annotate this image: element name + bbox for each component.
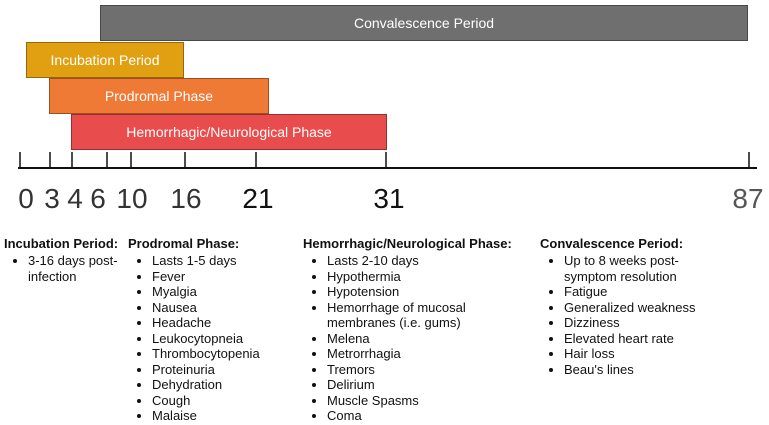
hemorrhagic-item: • Tremors bbox=[327, 362, 528, 378]
incubation-heading: Incubation Period: bbox=[4, 236, 119, 251]
convalescence-period-bar bbox=[100, 5, 748, 41]
incubation-period-bar bbox=[26, 42, 184, 78]
incubation-period-label: Incubation Period bbox=[50, 52, 160, 68]
prodromal-item: • Lasts 1-5 days bbox=[152, 253, 298, 269]
prodromal-item: • Proteinuria bbox=[152, 362, 298, 378]
convalescence-item: • Hair loss bbox=[564, 346, 705, 362]
tick-label-4: 4 bbox=[67, 183, 83, 214]
prodromal-item: • Dehydration bbox=[152, 377, 298, 393]
prodromal-heading: Prodromal Phase: bbox=[128, 236, 240, 251]
tick-label-6: 6 bbox=[90, 183, 106, 214]
hemorrhagic-heading: Hemorrhagic/Neurological Phase: bbox=[303, 236, 512, 251]
hemorrhagic-item: • Muscle Spasms bbox=[327, 393, 528, 409]
tick-label-10: 10 bbox=[116, 183, 148, 214]
hemorrhagic-item: • Delirium bbox=[327, 377, 528, 393]
hemorrhagic-item: • Lasts 2-10 days bbox=[327, 253, 528, 269]
hemorrhagic-item: • Metrorrhagia bbox=[327, 346, 528, 362]
convalescence-item: • Beau's lines bbox=[564, 362, 705, 378]
convalescence-details bbox=[540, 236, 705, 377]
hemorrhagic-list bbox=[303, 253, 528, 424]
hemorrhagic-item: • Hypothermia bbox=[327, 269, 528, 285]
convalescence-item: • Up to 8 weeks post-symptom resolution bbox=[564, 253, 705, 284]
prodromal-item: • Myalgia bbox=[152, 284, 298, 300]
tick-label-87: 87 bbox=[732, 183, 764, 214]
prodromal-phase-bar bbox=[49, 78, 269, 114]
prodromal-details bbox=[128, 236, 298, 424]
incubation-list bbox=[4, 253, 124, 284]
convalescence-period-label: Convalescence Period bbox=[353, 15, 495, 31]
hemorrhagic-details bbox=[303, 236, 528, 424]
hemorrhagic-item: • Melena bbox=[327, 331, 528, 347]
prodromal-item: • Thrombocytopenia bbox=[152, 346, 298, 362]
tick-label-0: 0 bbox=[18, 183, 34, 214]
timeline-axis bbox=[0, 145, 769, 175]
prodromal-list bbox=[128, 253, 298, 424]
tick-label-3: 3 bbox=[44, 183, 60, 214]
prodromal-item: • Headache bbox=[152, 315, 298, 331]
incubation-item: • 3-16 days post-infection bbox=[28, 253, 124, 284]
prodromal-item: • Malaise bbox=[152, 408, 298, 424]
hemorrhagic-neurological-phase-label: Hemorrhagic/Neurological Phase bbox=[126, 124, 332, 140]
prodromal-phase-label: Prodromal Phase bbox=[104, 88, 214, 104]
tick-label-31: 31 bbox=[373, 183, 405, 214]
convalescence-list bbox=[540, 253, 705, 377]
convalescence-heading: Convalescence Period: bbox=[540, 236, 684, 251]
prodromal-item: • Leukocytopneia bbox=[152, 331, 298, 347]
incubation-details bbox=[4, 236, 124, 284]
prodromal-item: • Nausea bbox=[152, 300, 298, 316]
tick-label-16: 16 bbox=[170, 183, 202, 214]
convalescence-item: • Dizziness bbox=[564, 315, 705, 331]
hemorrhagic-item: • Coma bbox=[327, 408, 528, 424]
hemorrhagic-item: • Hypotension bbox=[327, 284, 528, 300]
convalescence-item: • Fatigue bbox=[564, 284, 705, 300]
convalescence-item: • Elevated heart rate bbox=[564, 331, 705, 347]
prodromal-item: • Fever bbox=[152, 269, 298, 285]
prodromal-item: • Cough bbox=[152, 393, 298, 409]
convalescence-item: • Generalized weakness bbox=[564, 300, 705, 316]
hemorrhagic-item: • Hemorrhage of mucosal membranes (i.e. gums) bbox=[327, 300, 528, 331]
tick-label-21: 21 bbox=[242, 183, 274, 214]
